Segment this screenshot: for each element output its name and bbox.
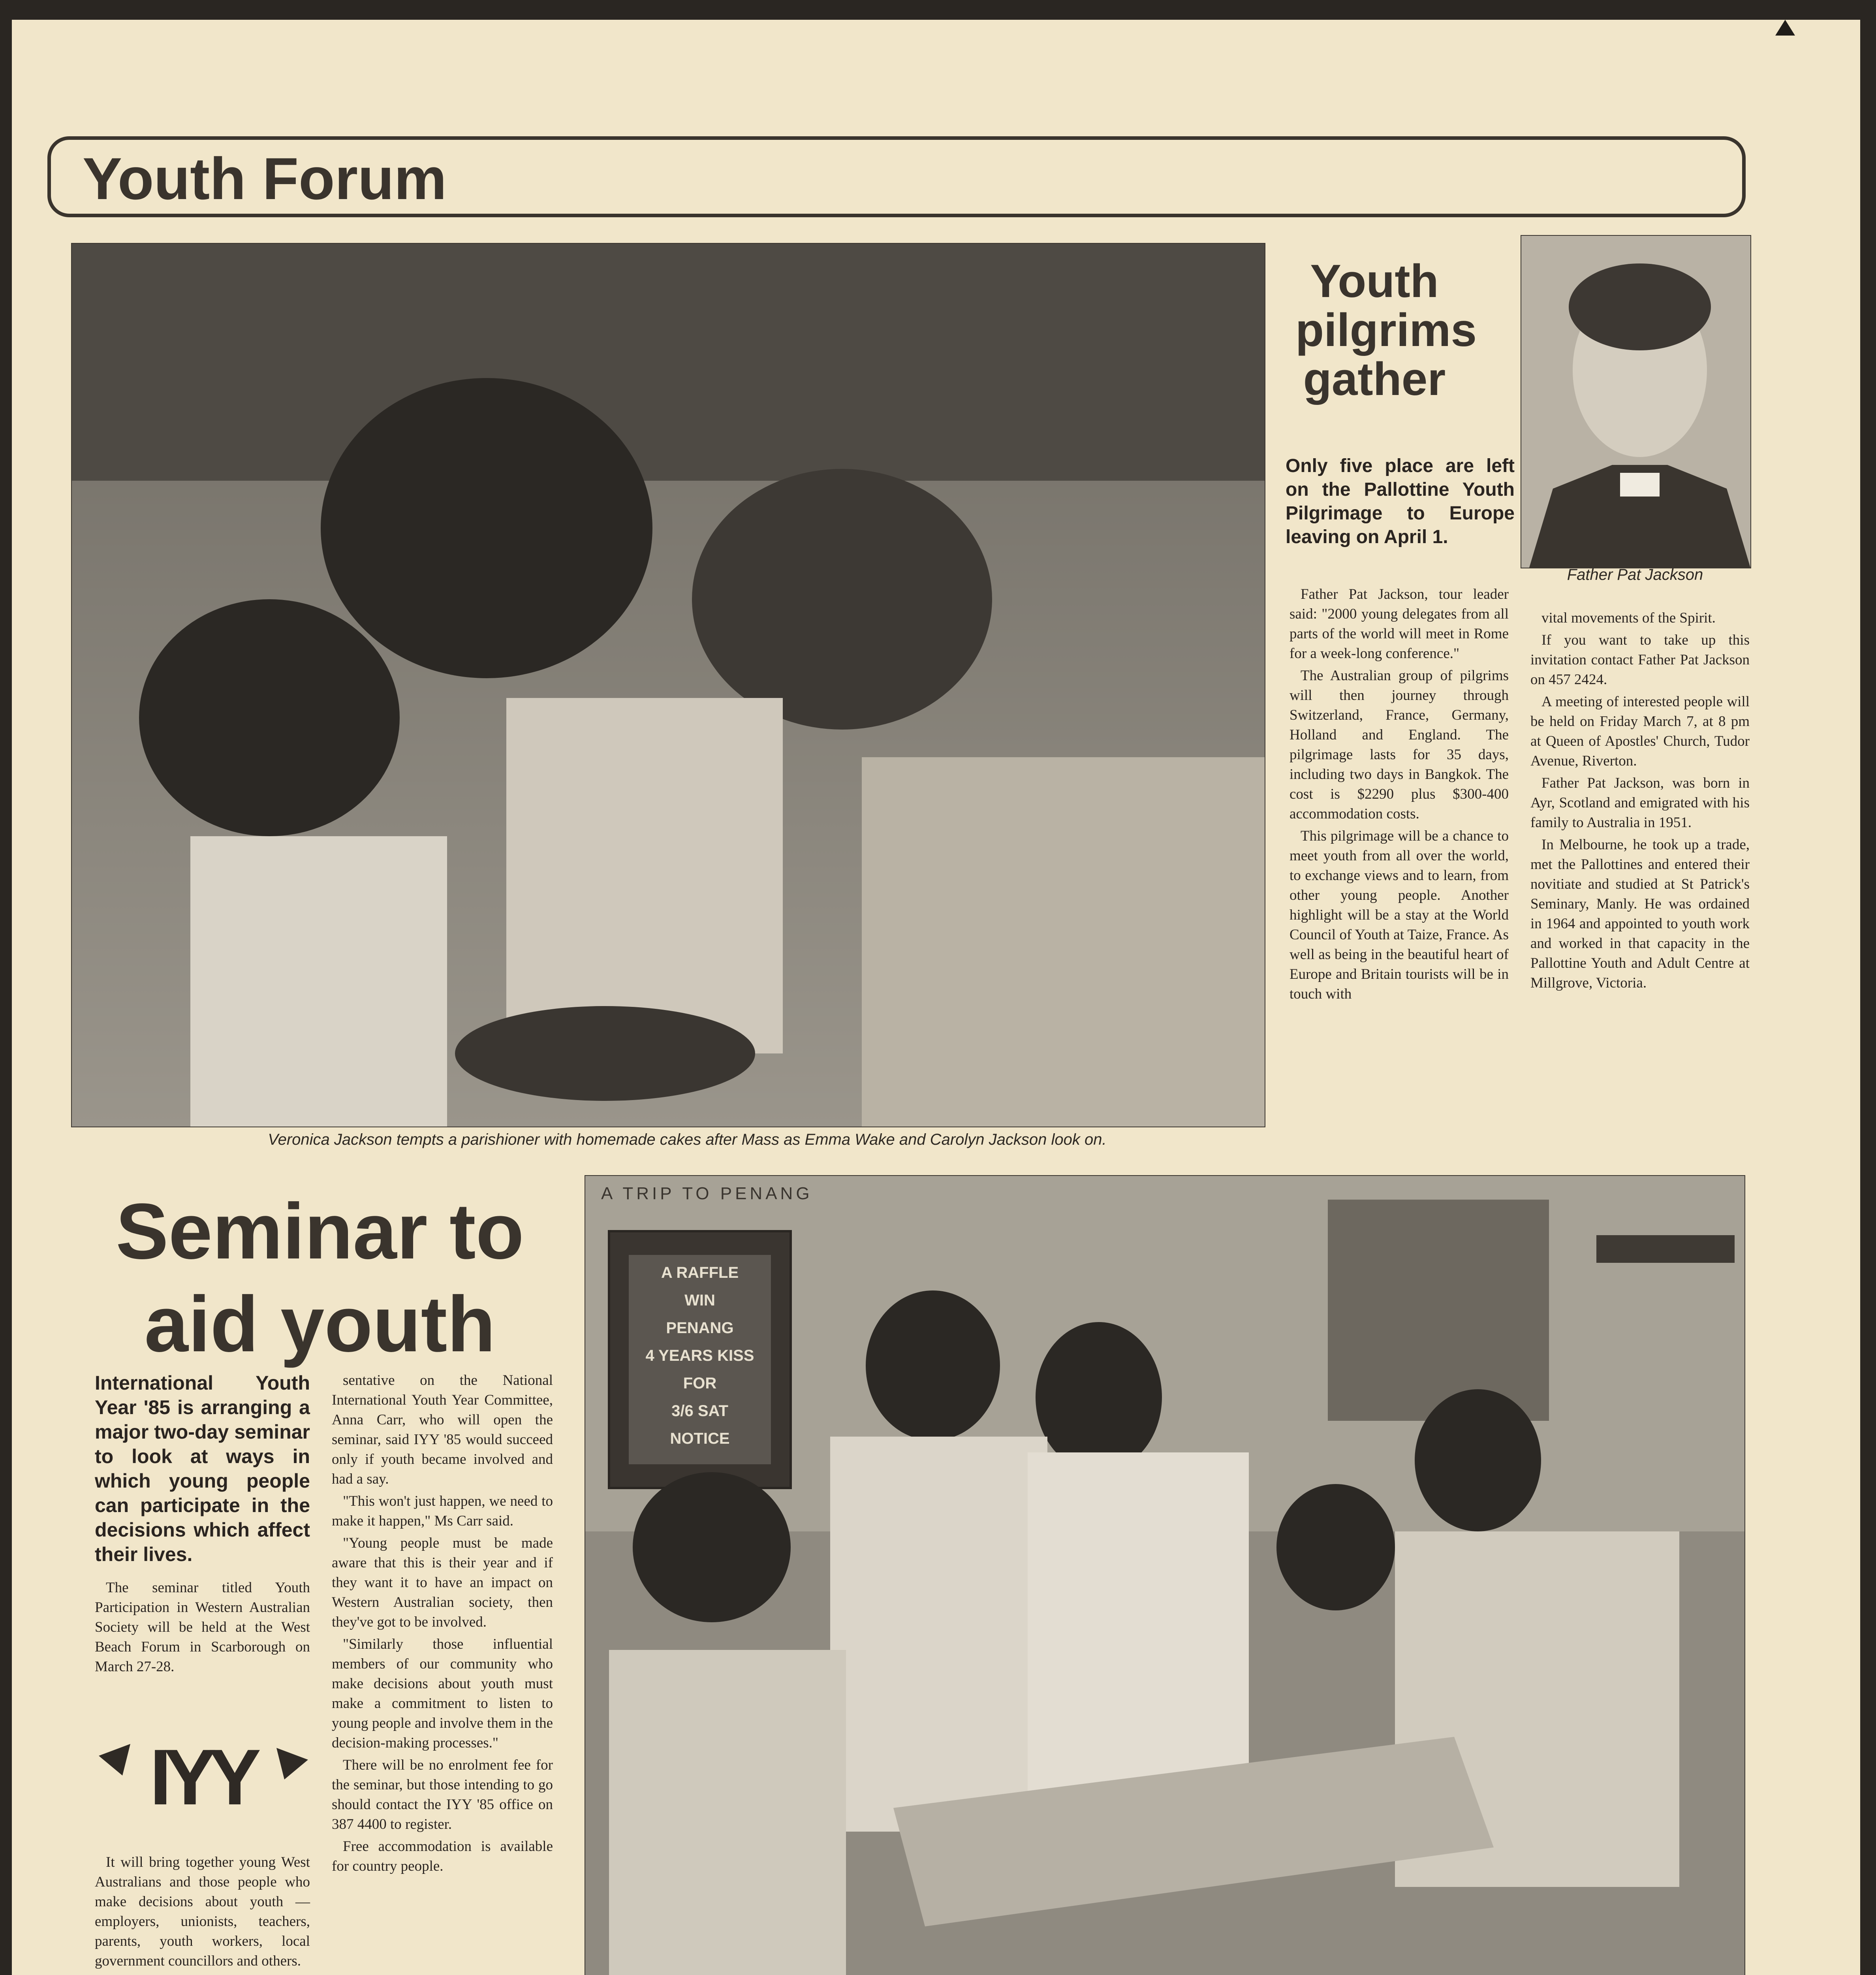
poster-line: WIN — [684, 1292, 715, 1309]
seminar-column-1a — [95, 1578, 310, 1679]
pilgrims-column-1 — [1290, 585, 1509, 1006]
paragraph: sentative on the National International Youth Year Committee, Anna Carr, who will open the seminar, said IYY '85 would succeed only if youth became involved and had a say. — [332, 1372, 553, 1487]
father-pat-jackson-portrait — [1521, 235, 1751, 568]
section-title: Youth Forum — [83, 145, 447, 212]
pilgrims-headline: Youth pilgrims gather — [1295, 255, 1477, 405]
paragraph: There will be no enrolment fee for the seminar, but those intending to go should contact the IYY '85 office on 387 4400 to register. — [332, 1757, 553, 1832]
poster-line: 3/6 SAT — [671, 1402, 728, 1420]
paragraph — [95, 1973, 310, 1975]
portrait-caption: Father Pat Jackson — [1567, 566, 1703, 583]
poster-line: PENANG — [666, 1319, 734, 1337]
iyy-logo — [95, 1732, 310, 1823]
paragraph: "Similarly those influential members of our community who make decisions about youth must make a commitment to listen to young people and involve them in the decision-making processes." — [332, 1636, 553, 1751]
poster-banner: A TRIP TO PENANG — [601, 1184, 813, 1203]
raffle-poster — [631, 1259, 769, 1452]
paragraph: "Young people must be made aware that this is their year and if they want it to have an impact on Western Australian society, then they've got to be involved. — [332, 1535, 553, 1630]
section-title-bar — [47, 136, 1746, 217]
paragraph: If you want to take up this invitation contact Father Pat Jackson on 457 2424. — [1530, 632, 1750, 688]
raffle-stall-photo — [585, 1175, 1745, 1975]
newspaper-page — [12, 20, 1860, 1975]
paragraph: This pilgrimage will be a chance to meet youth from all over the world, to exchange views and to learn, from other young people. Another highlight will be a stay at the World Council of Youth at Taize, France. As well as being in the beautiful heart of Europe and Britain tourists will be in touch with — [1290, 828, 1509, 1002]
cakes-photo-caption: Veronica Jackson tempts a parishioner with homemade cakes after Mass as Emma Wake and Carolyn Jackson look on. — [268, 1131, 1107, 1148]
paragraph: Free accommodation is available for country people. — [332, 1838, 553, 1874]
paragraph: "This won't just happen, we need to make it happen," Ms Carr said. — [332, 1493, 553, 1529]
paragraph: A meeting of interested people will be held on Friday March 7, at 8 pm at Queen of Apostles' Church, Tudor Avenue, Riverton. — [1530, 694, 1750, 769]
corner-arrow-icon — [1775, 20, 1795, 36]
seminar-headline: Seminar to aid youth — [116, 1187, 524, 1368]
paragraph: In Melbourne, he took up a trade, met the Pallottines and entered their novitiate and studied at St Patrick's Seminary, Manly. He was ordained in 1964 and appointed to youth work and worked in that capacity in the Pallottine Youth and Adult Centre at Millgrove, Victoria. — [1530, 837, 1750, 991]
paragraph: Father Pat Jackson, was born in Ayr, Scotland and emigrated with his family to Australia in 1951. — [1530, 775, 1750, 831]
paragraph: The seminar titled Youth Participation in Western Australian Society will be held at the West Beach Forum in Scarborough on March 27-28. — [95, 1580, 310, 1675]
paragraph: It will bring together young West Australians and those people who make decisions about youth — employers, unionists, teachers, parents, youth workers, local government councillors and others. — [95, 1854, 310, 1969]
poster-line: A RAFFLE — [661, 1264, 739, 1281]
paragraph: vital movements of the Spirit. — [1541, 610, 1716, 626]
paragraph: Father Pat Jackson, tour leader said: "2000 young delegates from all parts of the world will meet in Rome for a week-long conference." — [1290, 586, 1509, 662]
seminar-column-1b — [95, 1853, 310, 1975]
paragraph: The Australian group of pilgrims will then journey through Switzerland, France, Germany, Holland and England. The pilgrimage lasts for 35 days, including two days in Bangkok. The cost is $2290 plus $300-400 accommodation costs. — [1290, 668, 1509, 822]
seminar-column-2 — [332, 1371, 553, 1879]
cakes-photo — [71, 243, 1265, 1127]
poster-line: NOTICE — [670, 1430, 730, 1447]
pilgrims-column-2 — [1530, 608, 1750, 995]
seminar-lede: International Youth Year '85 is arranging a major two-day seminar to look at ways in which young people can participate in the decisions which affect their lives. — [95, 1372, 310, 1565]
pilgrims-lede: Only five place are left on the Pallottine Youth Pilgrimage to Europe leaving on April 1. — [1286, 455, 1515, 547]
poster-line: 4 YEARS KISS FOR — [645, 1347, 754, 1392]
iyy-logo-text: IYY — [149, 1733, 254, 1821]
